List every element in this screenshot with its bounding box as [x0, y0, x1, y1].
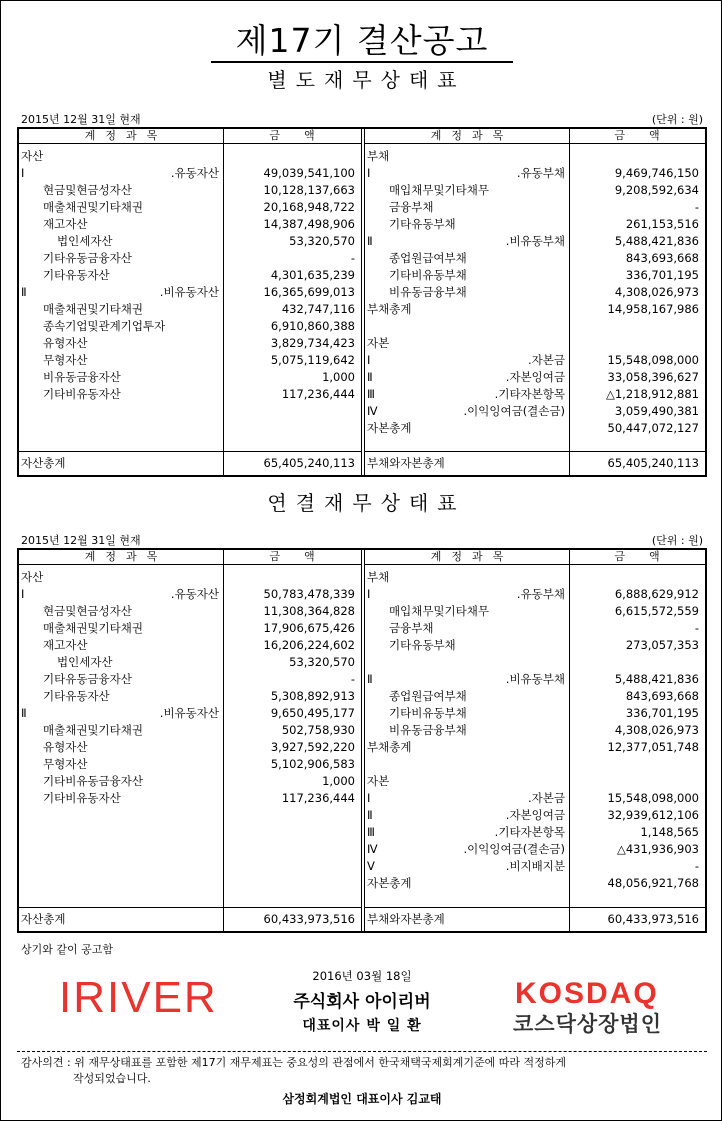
amount-value: 5,488,421,836 — [614, 234, 699, 248]
table-row — [19, 620, 361, 637]
table-row — [19, 671, 361, 688]
account-name: 매입채무및기타채무 — [389, 604, 489, 618]
account-name: 기타유동자산 — [43, 268, 110, 282]
table-row — [365, 654, 705, 671]
total-row — [365, 455, 705, 472]
table-row — [365, 790, 705, 807]
amount-value: 336,701,195 — [625, 706, 699, 720]
account-name: 재고자산 — [43, 217, 88, 231]
table-row — [365, 858, 705, 875]
liabilities-equity-header — [365, 129, 705, 144]
account-name — [367, 318, 565, 335]
amount-value: 3,829,734,423 — [270, 336, 355, 350]
table-row — [365, 148, 705, 165]
account-name: 기타비유동자산 — [43, 387, 121, 401]
amount-value: 1,000 — [322, 774, 355, 788]
table-row — [365, 637, 705, 654]
account-name: 기타비유동부채 — [389, 268, 467, 282]
amount-value: 14,958,167,986 — [607, 302, 699, 316]
amount-value: 10,128,137,663 — [263, 183, 355, 197]
account-name: Ⅲ.기타자본항목 — [367, 387, 565, 401]
auditor-name: 삼정회계법인 대표이사 김교태 — [282, 1092, 442, 1106]
amount-value: 12,377,051,748 — [607, 740, 699, 754]
table-row — [365, 586, 705, 603]
account-name: 재고자산 — [43, 638, 88, 652]
amount-value: 14,387,498,906 — [263, 217, 355, 231]
account-name: 자본 — [367, 774, 390, 788]
table-row — [19, 148, 361, 165]
table-row — [19, 182, 361, 199]
amount-value: 9,208,592,634 — [614, 183, 699, 197]
account-name: 기타유동자산 — [43, 689, 110, 703]
amount-value: 1,148,565 — [640, 825, 699, 839]
assets-header — [19, 129, 361, 144]
amount-value: 53,320,570 — [289, 234, 355, 248]
account-name: Ⅰ.유동자산 — [21, 166, 219, 180]
account-name: Ⅱ.자본잉여금 — [367, 370, 565, 384]
table-row — [19, 250, 361, 267]
consolidated-title: 연결재무상태표 — [267, 491, 466, 515]
table-row — [19, 369, 361, 386]
account-name: 유형자산 — [43, 740, 88, 754]
amount-value: 336,701,195 — [625, 268, 699, 282]
amount-value: 16,365,699,013 — [263, 285, 355, 299]
table-row — [19, 233, 361, 250]
table-row — [365, 250, 705, 267]
account-name: 부채총계 — [367, 740, 412, 754]
total-rule — [365, 451, 705, 452]
total-account-name: 자산총계 — [21, 456, 66, 470]
table-row — [19, 637, 361, 654]
account-header: 계정과목 — [430, 550, 514, 563]
table-row — [19, 301, 361, 318]
account-name: Ⅴ.비지배지분 — [367, 859, 565, 873]
amount-value: 117,236,444 — [281, 791, 355, 805]
table-row — [19, 586, 361, 603]
account-name: 기타비유동금융자산 — [43, 774, 143, 788]
amount-value: 261,153,516 — [625, 217, 699, 231]
account-name: 매출채권및기타채권 — [43, 621, 143, 635]
iriver-logo: IRIVER — [59, 973, 218, 1022]
account-name: 자본 — [367, 336, 390, 350]
company-name: 주식회사 아이리버 — [293, 992, 431, 1012]
table-row — [365, 386, 705, 403]
account-name: Ⅰ.자본금 — [367, 353, 565, 367]
total-row — [365, 911, 705, 928]
account-name: 부채 — [367, 149, 390, 163]
account-name: 무형자산 — [43, 757, 88, 771]
amount-header: 금액 — [614, 129, 684, 142]
table-row — [19, 284, 361, 301]
table-row — [365, 420, 705, 437]
table-row — [19, 216, 361, 233]
account-header: 계정과목 — [430, 129, 514, 142]
table-row — [365, 569, 705, 586]
table-row — [19, 688, 361, 705]
liabilities-equity-side — [365, 550, 705, 931]
amount-value: 16,206,224,602 — [263, 638, 355, 652]
account-name: 현금및현금성자산 — [43, 604, 132, 618]
account-name — [367, 756, 565, 773]
table-row — [365, 301, 705, 318]
account-name: 유형자산 — [43, 336, 88, 350]
account-name: 매출채권및기타채권 — [43, 200, 143, 214]
total-rule — [19, 907, 361, 908]
ceo-name: 대표이사 박 일 환 — [302, 1018, 422, 1034]
account-header: 계정과목 — [84, 129, 168, 142]
assets-side — [19, 550, 361, 931]
table-row — [365, 722, 705, 739]
separate-unit: (단위 : 원) — [651, 113, 703, 126]
amount-value: 3,059,490,381 — [614, 404, 699, 418]
account-name: Ⅱ.비유동자산 — [21, 285, 219, 299]
account-name: 비유동금융자산 — [43, 370, 121, 384]
account-name: 기타비유동자산 — [43, 791, 121, 805]
amount-value: 117,236,444 — [281, 387, 355, 401]
separate-date: 2015년 12월 31일 현재 — [21, 113, 141, 126]
account-name: Ⅱ.비유동부채 — [367, 234, 565, 248]
amount-value: 48,056,921,768 — [607, 876, 699, 890]
table-row — [365, 284, 705, 301]
table-row — [19, 603, 361, 620]
account-name: 법인세자산 — [57, 655, 113, 669]
account-name: 비유동금융부채 — [389, 723, 467, 737]
table-row — [19, 773, 361, 790]
table-row — [365, 199, 705, 216]
table-row — [365, 824, 705, 841]
total-amount-value: 65,405,240,113 — [607, 456, 699, 470]
total-amount-value: 60,433,973,516 — [263, 912, 355, 926]
account-name: Ⅱ.비유동자산 — [21, 706, 219, 720]
amount-header: 금액 — [269, 129, 339, 142]
table-row — [365, 705, 705, 722]
amount-value: 9,650,495,177 — [270, 706, 355, 720]
total-account-name: 부채와자본총계 — [367, 912, 445, 926]
amount-value: 4,301,635,239 — [270, 268, 355, 282]
account-name: Ⅰ.유동부채 — [367, 166, 565, 180]
account-name: Ⅳ.이익잉여금(결손금) — [367, 842, 565, 856]
table-row — [365, 756, 705, 773]
amount-value: 50,447,072,127 — [607, 421, 699, 435]
table-row — [365, 352, 705, 369]
notice-text: 상기와 같이 공고함 — [21, 943, 114, 956]
amount-value: 502,758,930 — [281, 723, 355, 737]
total-account-name: 자산총계 — [21, 912, 66, 926]
table-row — [365, 182, 705, 199]
amount-value: 49,039,541,100 — [263, 166, 355, 180]
separate-balance-sheet — [17, 127, 707, 477]
table-row — [19, 267, 361, 284]
amount-value: 11,308,364,828 — [263, 604, 355, 618]
announcement-date: 2016년 03월 18일 — [312, 969, 412, 983]
account-name: 금융부채 — [389, 621, 434, 635]
table-row — [365, 369, 705, 386]
table-row — [365, 318, 705, 335]
amount-value: - — [694, 200, 699, 214]
account-name: 기타유동금융자산 — [43, 251, 132, 265]
table-row — [365, 603, 705, 620]
amount-header: 금액 — [269, 550, 339, 563]
amount-value: - — [350, 672, 355, 686]
amount-value: △1,218,912,881 — [606, 387, 699, 401]
amount-value: 17,906,675,426 — [263, 621, 355, 635]
table-row — [19, 199, 361, 216]
table-row — [365, 216, 705, 233]
account-name: Ⅱ.자본잉여금 — [367, 808, 565, 822]
kosdaq-listed-label: 코스닥상장법인 — [513, 1012, 663, 1036]
table-row — [19, 352, 361, 369]
amount-value: 15,548,098,000 — [607, 353, 699, 367]
account-name: 매출채권및기타채권 — [43, 302, 143, 316]
account-name: 금융부채 — [389, 200, 434, 214]
account-name: 자본총계 — [367, 876, 412, 890]
account-name: Ⅰ.유동부채 — [367, 587, 565, 601]
amount-value: 4,308,026,973 — [614, 285, 699, 299]
table-row — [19, 569, 361, 586]
amount-value: 5,102,906,583 — [270, 757, 355, 771]
audit-opinion-line1: 감사의견 : 위 재무상태표를 포함한 제17기 재무제표는 중요성의 관점에서 한국채택국제회계기준에 따라 적정하게 — [21, 1056, 566, 1069]
account-name: Ⅰ.유동자산 — [21, 587, 219, 601]
table-row — [365, 841, 705, 858]
table-row — [19, 790, 361, 807]
amount-value: 33,058,396,627 — [607, 370, 699, 384]
account-name: Ⅳ.이익잉여금(결손금) — [367, 404, 565, 418]
account-name: 부채 — [367, 570, 390, 584]
table-row — [19, 318, 361, 335]
separate-title: 별도재무상태표 — [267, 68, 466, 92]
liabilities-equity-header — [365, 550, 705, 565]
amount-value: △431,936,903 — [616, 842, 699, 856]
amount-value: 273,057,353 — [625, 638, 699, 652]
consolidated-balance-sheet — [17, 548, 707, 933]
amount-value: - — [350, 251, 355, 265]
account-name: 자산 — [21, 570, 44, 584]
total-amount-value: 60,433,973,516 — [607, 912, 699, 926]
account-name: 무형자산 — [43, 353, 88, 367]
total-row — [19, 911, 361, 928]
assets-header — [19, 550, 361, 565]
consolidated-date: 2015년 12월 31일 현재 — [21, 534, 141, 547]
account-name: 매입채무및기타채무 — [389, 183, 489, 197]
consolidated-unit: (단위 : 원) — [651, 534, 703, 547]
total-rule — [19, 451, 361, 452]
amount-header: 금액 — [614, 550, 684, 563]
amount-value: 20,168,948,722 — [263, 200, 355, 214]
amount-value: 432,747,116 — [281, 302, 355, 316]
account-name: 자산 — [21, 149, 44, 163]
account-name: 현금및현금성자산 — [43, 183, 132, 197]
amount-value: 32,939,612,106 — [607, 808, 699, 822]
account-name: 기타유동부채 — [389, 638, 456, 652]
account-name: Ⅰ.자본금 — [367, 791, 565, 805]
table-row — [365, 739, 705, 756]
table-row — [365, 335, 705, 352]
main-title: 제17기 결산공고 — [235, 21, 489, 60]
total-amount-value: 65,405,240,113 — [263, 456, 355, 470]
amount-value: 1,000 — [322, 370, 355, 384]
amount-value: 6,910,860,388 — [270, 319, 355, 333]
table-row — [19, 386, 361, 403]
table-row — [365, 671, 705, 688]
account-name: 기타유동부채 — [389, 217, 456, 231]
amount-value: 9,469,746,150 — [614, 166, 699, 180]
amount-value: - — [694, 621, 699, 635]
account-name: 종업원급여부채 — [389, 689, 467, 703]
table-row — [19, 722, 361, 739]
table-row — [365, 403, 705, 420]
account-name: 비유동금융부채 — [389, 285, 467, 299]
account-name — [367, 654, 565, 671]
footer-divider — [17, 1051, 707, 1052]
table-row — [19, 705, 361, 722]
title-underline — [211, 61, 513, 63]
amount-value: 843,693,668 — [625, 689, 699, 703]
account-name: 기타비유동부채 — [389, 706, 467, 720]
account-name: 매출채권및기타채권 — [43, 723, 143, 737]
amount-value: 53,320,570 — [289, 655, 355, 669]
table-row — [19, 739, 361, 756]
account-name: Ⅲ.기타자본항목 — [367, 825, 565, 839]
amount-value: 5,488,421,836 — [614, 672, 699, 686]
account-name: 부채총계 — [367, 302, 412, 316]
amount-value: - — [694, 859, 699, 873]
amount-value: 5,308,892,913 — [270, 689, 355, 703]
amount-value: 15,548,098,000 — [607, 791, 699, 805]
account-header: 계정과목 — [84, 550, 168, 563]
amount-value: 6,888,629,912 — [614, 587, 699, 601]
table-row — [365, 267, 705, 284]
amount-value: 6,615,572,559 — [614, 604, 699, 618]
account-name: 종업원급여부채 — [389, 251, 467, 265]
account-name: 자본총계 — [367, 421, 412, 435]
amount-value: 3,927,592,220 — [270, 740, 355, 754]
table-row — [365, 688, 705, 705]
amount-value: 5,075,119,642 — [270, 353, 355, 367]
table-row — [365, 233, 705, 250]
table-row — [19, 165, 361, 182]
account-name: 종속기업및관계기업투자 — [43, 319, 166, 333]
amount-value: 4,308,026,973 — [614, 723, 699, 737]
table-row — [19, 654, 361, 671]
table-row — [19, 756, 361, 773]
total-account-name: 부채와자본총계 — [367, 456, 445, 470]
table-row — [365, 875, 705, 892]
table-row — [365, 620, 705, 637]
kosdaq-logo: KOSDAQ — [515, 977, 659, 1010]
liabilities-equity-side — [365, 129, 705, 475]
table-row — [365, 773, 705, 790]
assets-side — [19, 129, 361, 475]
total-rule — [365, 907, 705, 908]
account-name: 법인세자산 — [57, 234, 113, 248]
total-row — [19, 455, 361, 472]
table-row — [365, 807, 705, 824]
account-name: Ⅱ.비유동부채 — [367, 672, 565, 686]
account-name: 기타유동금융자산 — [43, 672, 132, 686]
amount-value: 843,693,668 — [625, 251, 699, 265]
table-row — [19, 335, 361, 352]
table-row — [365, 165, 705, 182]
audit-opinion-line2: 작성되었습니다. — [73, 1072, 151, 1085]
amount-value: 50,783,478,339 — [263, 587, 355, 601]
